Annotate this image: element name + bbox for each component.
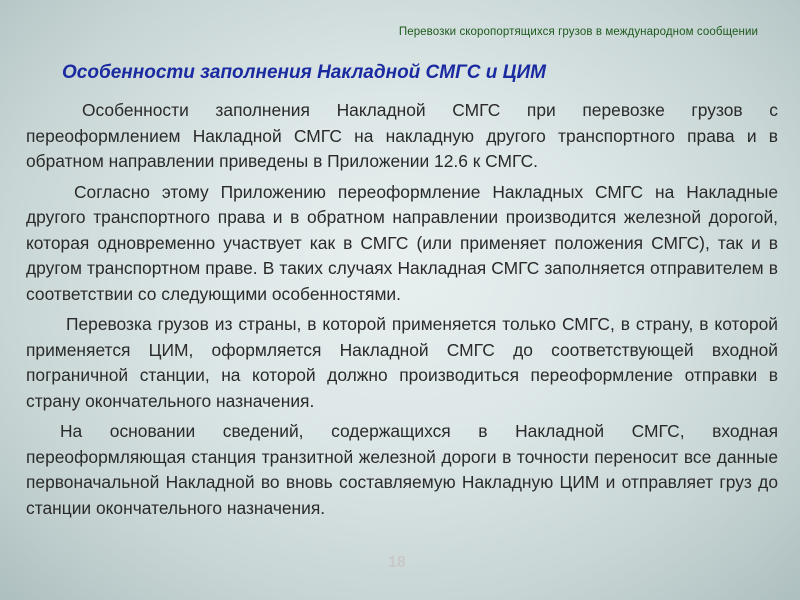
- page-number: 18: [388, 554, 406, 571]
- paragraph-4: На основании сведений, содержащихся в Накладной СМГС, входная переоформляющая станция транзитной железной дороги в точности переносит все данные первоначальной Накладной во вновь составляемую Накладную ЦИМ и отправляет груз до станции окончательного назначения.: [26, 421, 778, 518]
- paragraph-1: Особенности заполнения Накладной СМГС при перевозке грузов с переоформлением Накладной СМГС на накладную другого транспортного права и в обратном направлении приведены в Приложении 12.6 к СМГС.: [26, 100, 778, 171]
- paragraph-2: Согласно этому Приложению переоформление Накладных СМГС на Накладные другого транспортного права и в обратном направлении производится железной дорогой, которая одновременно участвует как в СМГС (или применяет положения СМГС), так и в другом транспортном праве. В таких случаях Накладная СМГС заполняется отправителем в соответствии со следующими особенностями.: [26, 181, 778, 304]
- slide-body: [26, 98, 778, 526]
- paragraph-3: Перевозка грузов из страны, в которой применяется только СМГС, в страну, в которой применяется ЦИМ, оформляется Накладной СМГС до соответствующей входной пограничной станции, на которой должно производиться переоформление отправки в страну окончательного назначения.: [26, 314, 778, 411]
- slide-title: Особенности заполнения Накладной СМГС и ЦИМ: [62, 62, 546, 83]
- header-subject: Перевозки скоропортящихся грузов в международном сообщении: [398, 26, 758, 38]
